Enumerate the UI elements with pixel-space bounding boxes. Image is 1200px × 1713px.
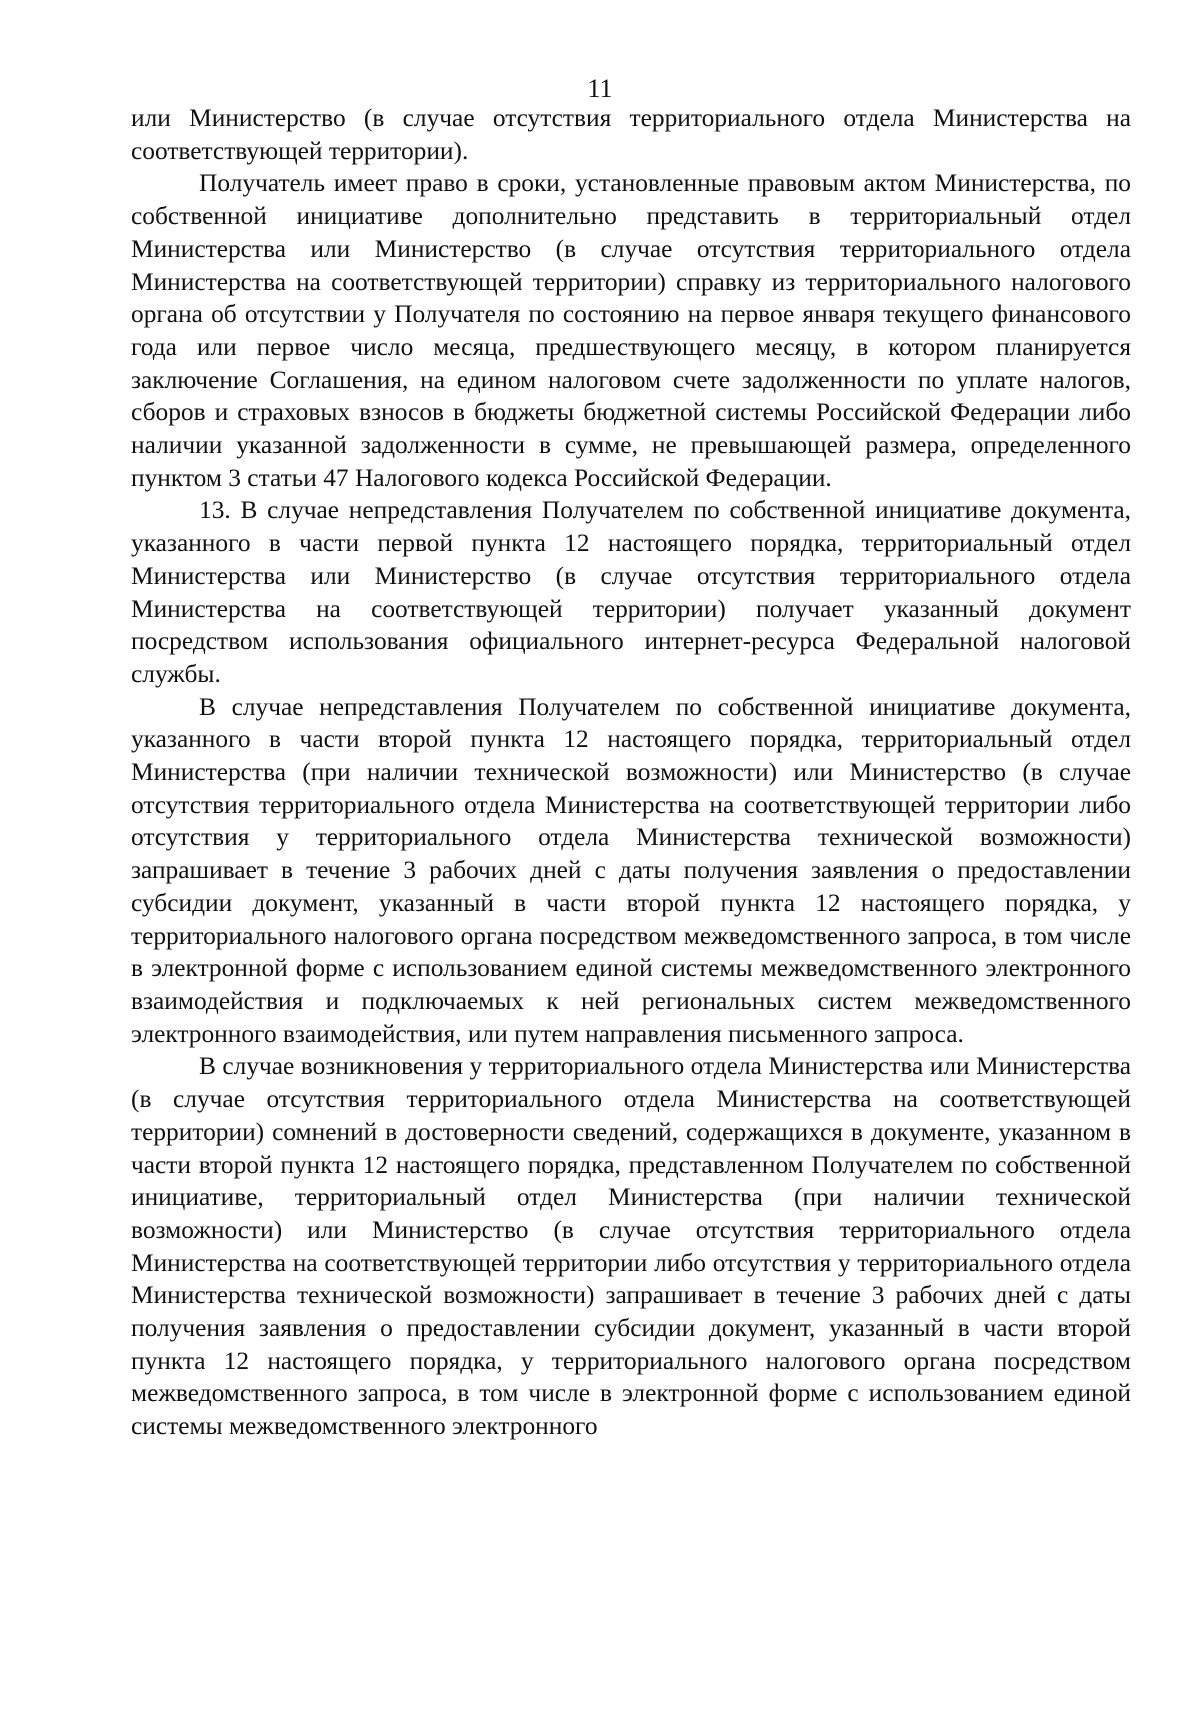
paragraph-non-submission-second-part: В случае непредставления Получателем по собственной инициативе документа, указанного в части второй пункта 12 настоящего порядка, территориальный отдел Министерства (при наличии технической возможности) или Министерство (в случае отсутствия территориального отдела Министерства на соответствующей территории либо отсутствия у территориального отдела Министерства технической возможности) запрашивает в течение 3 рабочих дней с даты получения заявления о предоставлении субсидии документ, указанный в части второй пункта 12 настоящего порядка, у территориального налогового органа посредством межведомственного запроса, в том числе в электронной форме с использованием единой системы межведомственного электронного взаимодействия и подключаемых к ней региональных систем межведомственного электронного взаимодействия, или путем направления письменного запроса. — [131, 692, 1131, 1048]
paragraph-doubts-reliability: В случае возникновения у территориального отдела Министерства или Министерства (в случае отсутствия территориального отдела Министерства на соответствующей территории) сомнений в достоверности сведений, содержащихся в документе, указанном в части второй пункта 12 настоящего порядка, представленном Получателем по собственной инициативе, территориальный отдел Министерства (при наличии технической возможности) или Министерство (в случае отсутствия территориального отдела Министерства на соответствующей территории либо отсутствия у территориального отдела Министерства технической возможности) запрашивает в течение 3 рабочих дней с даты получения заявления о предоставлении субсидии документ, указанный в части второй пункта 12 настоящего порядка, у территориального налогового органа посредством межведомственного запроса, в том числе в электронной форме с использованием единой системы межведомственного электронного — [131, 1052, 1131, 1441]
paragraph-item-13: 13. В случае непредставления Получателем по собственной инициативе документа, указанного в части первой пункта 12 настоящего порядка, территориальный отдел Министерства или Министерство (в случае отсутствия территориального отдела Министерства на соответствующей территории) получает указанный документ посредством использования официального интернет-ресурса Федеральной налоговой службы. — [131, 496, 1131, 688]
document-body — [131, 102, 1131, 1443]
paragraph-recipient-right: Получатель имеет право в сроки, установленные правовым актом Министерства, по собственной инициативе дополнительно представить в территориальный отдел Министерства или Министерство (в случае отсутствия территориального отдела Министерства на соответствующей территории) справку из территориального налогового органа об отсутствии у Получателя по состоянию на первое января текущего финансового года или первое число месяца, предшествующего месяцу, в котором планируется заключение Соглашения, на едином налоговом счете задолженности по уплате налогов, сборов и страховых взносов в бюджеты бюджетной системы Российской Федерации либо наличии указанной задолженности в сумме, не превышающей размера, определенного пунктом 3 статьи 47 Налогового кодекса Российской Федерации. — [131, 169, 1131, 492]
page-number: 11 — [587, 74, 613, 103]
paragraph-continuation: или Министерство (в случае отсутствия территориального отдела Министерства на соответствующей территории). — [131, 104, 1131, 165]
